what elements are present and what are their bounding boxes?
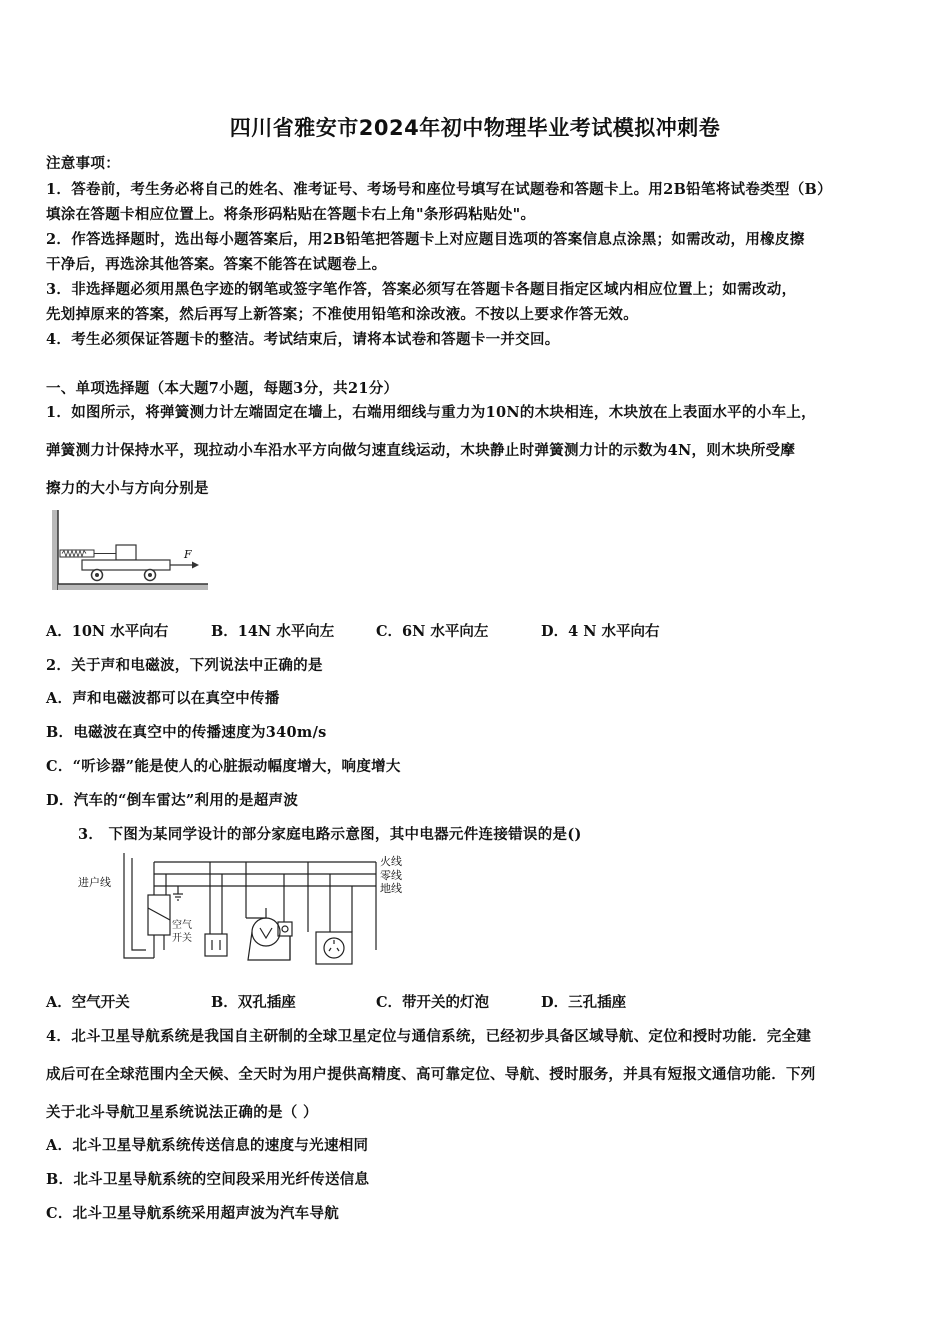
notice-line: 2．作答选择题时，选出每小题答案后，用2B铅笔把答题卡上对应题目选项的答案信息点涂黑；如需改动，用橡皮擦 xyxy=(46,231,805,248)
notice-line: 干净后，再选涂其他答案。答案不能答在试题卷上。 xyxy=(46,256,387,273)
notice-line: 1．答卷前，考生务必将自己的姓名、准考证号、考场号和座位号填写在试题卷和答题卡上。用2B铅笔将试卷类型（B） xyxy=(46,181,832,198)
entry-wire-label: 进户线 xyxy=(78,876,111,889)
question-2-stem: 2．关于声和电磁波，下列说法中正确的是 xyxy=(46,657,323,674)
option-c: C．6N 水平向左 xyxy=(376,623,489,640)
air-switch-label: 空气 xyxy=(172,920,192,931)
notice-line: 填涂在答题卡相应位置上。将条形码粘贴在答题卡右上角"条形码粘贴处"。 xyxy=(46,206,536,223)
question-3-options xyxy=(46,991,906,1011)
option-d: D．汽车的“倒车雷达”利用的是超声波 xyxy=(46,792,299,809)
notice-line: 3．非选择题必须用黑色字迹的钢笔或签字笔作答，答案必须写在答题卡各题目指定区域内相应位置上；如需改动， xyxy=(46,281,797,298)
live-wire-label: 火线 xyxy=(380,855,402,868)
option-a: A．北斗卫星导航系统传送信息的速度与光速相同 xyxy=(46,1137,369,1154)
notice-line: 先划掉原来的答案，然后再写上新答案；不准使用铅笔和涂改液。不按以上要求作答无效。 xyxy=(46,306,638,323)
option-a: A．声和电磁波都可以在真空中传播 xyxy=(46,690,280,707)
option-a: A．空气开关 xyxy=(46,994,130,1011)
question-4-stem: 4．北斗卫星导航系统是我国自主研制的全球卫星定位与通信系统，已经初步具备区域导航、定位和授时功能．完全建 xyxy=(46,1028,812,1045)
force-label: F xyxy=(184,548,192,561)
air-switch-label: 开关 xyxy=(172,933,192,944)
question-4-stem: 成后可在全球范围内全天候、全天时为用户提供高精度、高可靠定位、导航、授时服务，并具有短报文通信功能．下列 xyxy=(46,1066,816,1083)
question-4-stem: 关于北斗导航卫星系统说法正确的是（ ） xyxy=(46,1104,318,1121)
section-heading: 一、单项选择题（本大题7小题，每题3分，共21分） xyxy=(46,380,399,397)
notice-line: 4．考生必须保证答题卡的整洁。考试结束后，请将本试卷和答题卡一并交回。 xyxy=(46,331,560,348)
question-1-stem: 1．如图所示，将弹簧测力计左端固定在墙上，右端用细线与重力为10N的木块相连，木块放在上表面水平的小车上， xyxy=(46,404,816,421)
option-d: D．4 N 水平向右 xyxy=(541,623,660,640)
option-b: B．双孔插座 xyxy=(211,994,296,1011)
question-1-stem: 弹簧测力计保持水平，现拉动小车沿水平方向做匀速直线运动，木块静止时弹簧测力计的示数为4N，则木块所受摩 xyxy=(46,442,796,459)
question-1-options xyxy=(46,620,906,640)
question-3-stem: 3． 下图为某同学设计的部分家庭电路示意图，其中电器元件连接错误的是() xyxy=(78,826,582,843)
ground-wire-label: 地线 xyxy=(380,882,402,895)
household-circuit-figure xyxy=(76,850,416,972)
option-b: B．电磁波在真空中的传播速度为340m/s xyxy=(46,724,327,741)
option-c: C．“听诊器”能是使人的心脏振动幅度增大，响度增大 xyxy=(46,758,401,775)
page-title: 四川省雅安市2024年初中物理毕业考试模拟冲刺卷 xyxy=(229,116,721,140)
question-1-stem: 擦力的大小与方向分别是 xyxy=(46,480,209,497)
option-a: A．10N 水平向右 xyxy=(46,623,169,640)
option-d: D．三孔插座 xyxy=(541,994,627,1011)
option-c: C．带开关的灯泡 xyxy=(376,994,490,1011)
option-b: B．14N 水平向左 xyxy=(211,623,335,640)
neutral-wire-label: 零线 xyxy=(380,869,402,882)
notice-heading: 注意事项： xyxy=(46,155,120,172)
spring-scale-cart-figure xyxy=(50,510,210,594)
option-b: B．北斗卫星导航系统的空间段采用光纤传送信息 xyxy=(46,1171,370,1188)
option-c: C．北斗卫星导航系统采用超声波为汽车导航 xyxy=(46,1205,340,1222)
